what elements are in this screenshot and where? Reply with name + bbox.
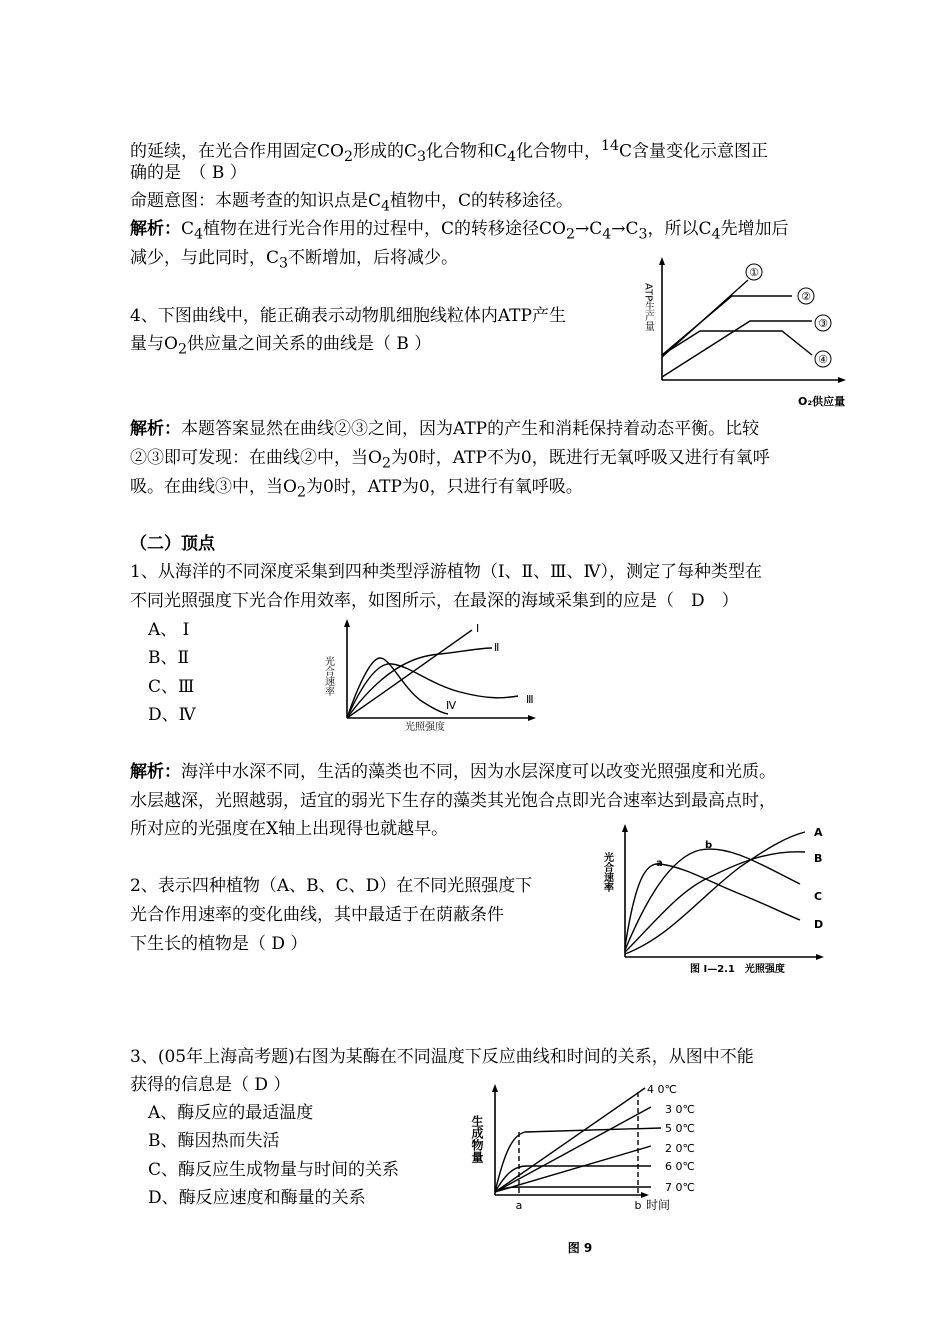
enzyme-temp-20: 2 0℃ xyxy=(665,1142,695,1155)
enzyme-tick-b: b xyxy=(634,1199,642,1212)
plankton-label-2: Ⅱ xyxy=(494,641,500,654)
plankton-curve-3 xyxy=(347,664,518,718)
p1-line-1: 1、从海洋的不同深度采集到四种类型浮游植物（Ⅰ、Ⅱ、Ⅲ、Ⅳ），测定了每种类型在 xyxy=(130,562,762,582)
p1-option-c: C、Ⅲ xyxy=(148,677,195,697)
q3-analysis-1: 解析：$C_4$植物在进行光合作用的过程中，C的转移途径$CO_2\to C_4\to C_3$，所以$C_4$先增加后 xyxy=(130,219,789,243)
enzyme-temp-30: 3 0℃ xyxy=(665,1103,695,1116)
section-title: （二）顶点 xyxy=(130,534,215,554)
plants-curve-C xyxy=(625,849,800,950)
atp-label-3: ③ xyxy=(818,317,828,330)
plants-caption: 图 I—2.1 光照强度 xyxy=(690,964,785,975)
p1-line-2: 不同光照强度下光合作用效率，如图所示，在最深的海域采集到的应是（ D ） xyxy=(130,591,739,611)
plants-label-b: b xyxy=(705,840,713,851)
atp-curve-4 xyxy=(662,331,812,355)
enzyme-temp-60: 6 0℃ xyxy=(665,1160,695,1173)
plants-curve-B xyxy=(625,852,805,952)
p3-option-b: B、酶因热而失活 xyxy=(148,1131,280,1151)
atp-label-2: ② xyxy=(801,290,811,303)
plankton-y-label: 光合速率 xyxy=(322,656,334,696)
atp-curve-2 xyxy=(662,296,792,355)
atp-chart xyxy=(630,255,850,415)
enzyme-chart xyxy=(465,1080,715,1260)
q4-line-1: 4、下图曲线中，能正确表示动物肌细胞线粒体内ATP产生 xyxy=(130,306,566,326)
p1-option-b: B、Ⅱ xyxy=(148,648,190,668)
plants-label-C: C xyxy=(814,890,823,903)
q4-analysis-1: 解析：本题答案显然在曲线②③之间，因为ATP的产生和消耗保持着动态平衡。比较 xyxy=(130,419,760,439)
p3-line-1: 3、(05年上海高考题)右图为某酶在不同温度下反应曲线和时间的关系，从图中不能 xyxy=(130,1047,754,1067)
p3-option-d: D、酶反应速度和酶量的关系 xyxy=(148,1188,366,1208)
enzyme-temp-70: 7 0℃ xyxy=(665,1181,695,1194)
p2-line-2: 光合作用速率的变化曲线，其中最适于在荫蔽条件 xyxy=(130,905,504,925)
atp-curve-3 xyxy=(662,321,812,377)
plants-label-B: B xyxy=(814,852,823,865)
p1-analysis-1: 解析：海洋中水深不同，生活的藻类也不同，因为水层深度可以改变光照强度和光质。 xyxy=(130,762,776,782)
atp-label-1: ① xyxy=(749,266,759,279)
enzyme-temp-50: 5 0℃ xyxy=(665,1122,695,1135)
enzyme-caption: 图 9 xyxy=(567,1241,593,1255)
p1-analysis-2: 水层越深，光照越弱，适宜的弱光下生存的藻类其光饱合点即光合速率达到最高点时， xyxy=(130,791,776,811)
q4-analysis-2: ②③即可发现：在曲线②中，当$O_2$为0时，ATP不为0，既进行无氧呼吸又进行有氧呼 xyxy=(130,448,770,472)
enzyme-temp-40: 4 0℃ xyxy=(647,1083,677,1096)
atp-y-label: ATP生产量 xyxy=(642,283,654,332)
plankton-label-1: Ⅰ xyxy=(476,622,480,635)
plankton-label-4: Ⅳ xyxy=(446,699,457,712)
p3-option-a: A、酶反应的最适温度 xyxy=(148,1103,314,1123)
q3-line-2: 确的是 （ B ） xyxy=(130,163,247,183)
p1-option-d: D、Ⅳ xyxy=(148,705,196,725)
p2-line-3: 下生长的植物是（ D ） xyxy=(130,934,308,954)
enzyme-tick-a: a xyxy=(515,1199,523,1212)
enzyme-x-label: 时间 xyxy=(646,1198,671,1212)
p2-line-1: 2、表示四种植物（A、B、C、D）在不同光照强度下 xyxy=(130,876,533,896)
plants-curve-A xyxy=(625,832,805,954)
plants-chart xyxy=(600,822,840,982)
q4-line-2: 量与$O_2$供应量之间关系的曲线是（ B ） xyxy=(130,334,432,358)
plankton-curve-2 xyxy=(347,648,492,718)
q3-line-1: 的延续，在光合作用固定$CO_2$形成的$C_3$化合物和$C_4$化合物中，$^{14}$C含量变化示意图正 xyxy=(130,138,769,166)
q4-analysis-3: 吸。在曲线③中，当$O_2$为0时，ATP为0，只进行有氧呼吸。 xyxy=(130,477,583,501)
p3-option-c: C、酶反应生成物量与时间的关系 xyxy=(148,1160,400,1180)
plants-label-A: A xyxy=(814,826,823,839)
plankton-chart xyxy=(320,618,550,738)
q3-intent: 命题意图：本题考查的知识点是$C_4$植物中，C的转移途径。 xyxy=(130,191,574,215)
enzyme-curve-50 xyxy=(495,1128,661,1192)
plankton-label-3: Ⅲ xyxy=(526,693,534,706)
plants-label-D: D xyxy=(814,918,824,931)
enzyme-curve-40 xyxy=(495,1088,645,1192)
plants-label-a: a xyxy=(656,858,663,869)
enzyme-y-label: 生成物量 xyxy=(470,1115,484,1163)
p1-analysis-3: 所对应的光强度在X轴上出现得也就越早。 xyxy=(130,819,449,839)
p1-option-a: A、 Ⅰ xyxy=(148,620,190,640)
plants-y-label: 光合速率 xyxy=(601,852,613,892)
q3-analysis-2: 减少，与此同时，$C_3$不断增加，后将减少。 xyxy=(130,248,459,272)
plankton-x-label: 光照强度 xyxy=(405,722,445,733)
atp-x-label: O₂供应量 xyxy=(798,395,846,408)
atp-label-4: ④ xyxy=(818,353,828,366)
p3-line-2: 获得的信息是（ D ） xyxy=(130,1075,291,1095)
